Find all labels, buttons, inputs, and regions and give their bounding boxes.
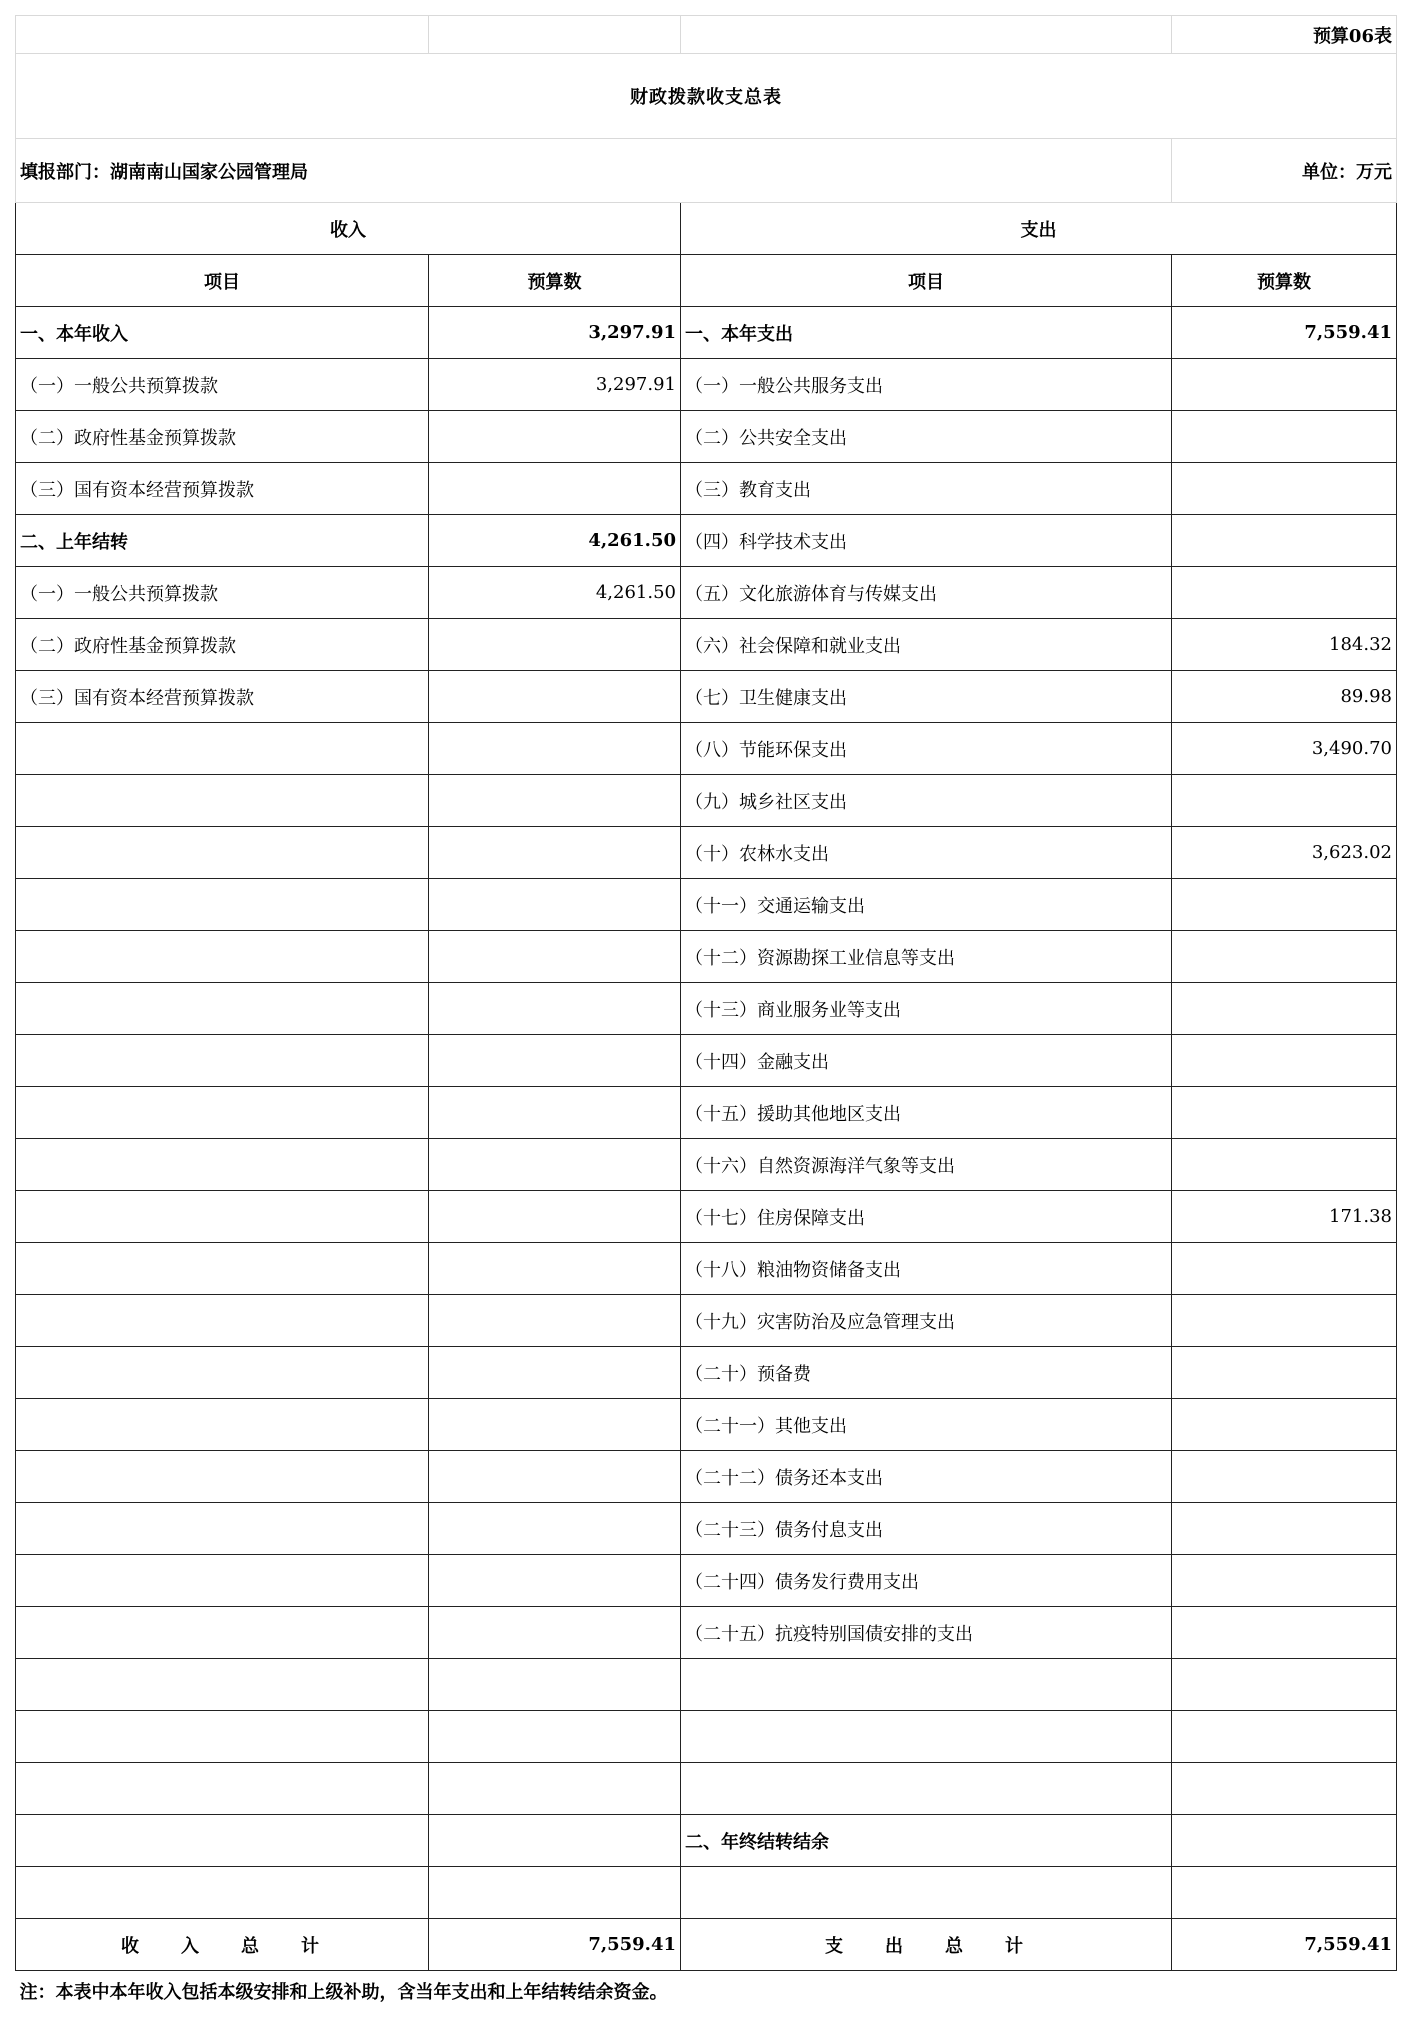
- table-row: [16, 515, 1397, 567]
- income-item-cell: [16, 983, 429, 1035]
- income-amount-cell: [429, 1347, 681, 1399]
- expense-amount-cell: [1172, 879, 1397, 931]
- totals-row: [16, 1919, 1397, 1971]
- expense-item-cell: （四）科学技术支出: [681, 515, 1172, 567]
- table-row: [16, 1295, 1397, 1347]
- expense-header: 支出: [681, 203, 1397, 255]
- income-amount-cell: [429, 1399, 681, 1451]
- income-amount-cell: [429, 1815, 681, 1867]
- expense-amount-cell: [1172, 411, 1397, 463]
- expense-item-cell: （一）一般公共服务支出: [681, 359, 1172, 411]
- table-row: [16, 1503, 1397, 1555]
- income-amount-cell: [429, 1711, 681, 1763]
- income-amount-cell: [429, 1035, 681, 1087]
- income-amount-cell: [429, 671, 681, 723]
- table-row: [16, 1139, 1397, 1191]
- income-item-cell: （三）国有资本经营预算拨款: [16, 671, 429, 723]
- expense-total-label: 支出总计: [681, 1919, 1172, 1971]
- income-amount-cell: [429, 1607, 681, 1659]
- expense-item-cell: （二十二）债务还本支出: [681, 1451, 1172, 1503]
- expense-item-cell: （十七）住房保障支出: [681, 1191, 1172, 1243]
- income-amount-cell: [429, 1139, 681, 1191]
- income-amount-cell: [429, 827, 681, 879]
- income-amount-cell: [429, 1087, 681, 1139]
- expense-amount-header: 预算数: [1172, 255, 1397, 307]
- income-total-value: 7,559.41: [429, 1919, 681, 1971]
- expense-amount-cell: [1172, 931, 1397, 983]
- meta-row: [16, 139, 1397, 203]
- expense-item-cell: （二十三）债务付息支出: [681, 1503, 1172, 1555]
- expense-item-cell: （十六）自然资源海洋气象等支出: [681, 1139, 1172, 1191]
- income-item-cell: [16, 1347, 429, 1399]
- income-item-cell: [16, 1503, 429, 1555]
- income-header: 收入: [16, 203, 681, 255]
- expense-item-cell: （六）社会保障和就业支出: [681, 619, 1172, 671]
- table-row: [16, 983, 1397, 1035]
- income-item-cell: [16, 1451, 429, 1503]
- table-row: [16, 359, 1397, 411]
- form-code-row: [16, 16, 1397, 54]
- table-row: [16, 1087, 1397, 1139]
- income-amount-cell: [429, 1503, 681, 1555]
- income-amount-cell: [429, 1867, 681, 1919]
- income-amount-cell: [429, 1191, 681, 1243]
- expense-amount-cell: [1172, 1711, 1397, 1763]
- table-row: [16, 1867, 1397, 1919]
- expense-item-header: 项目: [681, 255, 1172, 307]
- table-row: [16, 931, 1397, 983]
- expense-item-cell: （七）卫生健康支出: [681, 671, 1172, 723]
- income-item-cell: 一、本年收入: [16, 307, 429, 359]
- expense-amount-cell: [1172, 1867, 1397, 1919]
- income-amount-cell: [429, 1763, 681, 1815]
- expense-item-cell: （九）城乡社区支出: [681, 775, 1172, 827]
- income-amount-cell: [429, 619, 681, 671]
- table-row: [16, 1659, 1397, 1711]
- income-item-cell: [16, 879, 429, 931]
- table-row: [16, 775, 1397, 827]
- income-item-cell: [16, 1815, 429, 1867]
- expense-item-cell: [681, 1659, 1172, 1711]
- income-item-cell: [16, 1711, 429, 1763]
- income-amount-cell: [429, 411, 681, 463]
- expense-amount-cell: [1172, 1503, 1397, 1555]
- income-amount-cell: [429, 1295, 681, 1347]
- expense-amount-cell: [1172, 359, 1397, 411]
- expense-item-cell: （十九）灾害防治及应急管理支出: [681, 1295, 1172, 1347]
- income-item-cell: （二）政府性基金预算拨款: [16, 411, 429, 463]
- expense-item-cell: （十二）资源勘探工业信息等支出: [681, 931, 1172, 983]
- income-item-cell: [16, 1607, 429, 1659]
- income-amount-cell: 4,261.50: [429, 515, 681, 567]
- income-amount-cell: [429, 1555, 681, 1607]
- table-row: [16, 1191, 1397, 1243]
- income-item-cell: （一）一般公共预算拨款: [16, 359, 429, 411]
- form-code: 预算06表: [1172, 16, 1397, 54]
- income-item-cell: [16, 931, 429, 983]
- expense-amount-cell: [1172, 1399, 1397, 1451]
- expense-amount-cell: [1172, 1763, 1397, 1815]
- table-row: [16, 879, 1397, 931]
- income-item-cell: （二）政府性基金预算拨款: [16, 619, 429, 671]
- expense-item-cell: （十三）商业服务业等支出: [681, 983, 1172, 1035]
- expense-amount-cell: 89.98: [1172, 671, 1397, 723]
- income-item-cell: [16, 827, 429, 879]
- expense-item-cell: （二）公共安全支出: [681, 411, 1172, 463]
- note-row: [16, 1971, 1397, 2011]
- income-item-cell: [16, 1191, 429, 1243]
- table-row: [16, 463, 1397, 515]
- section-header-row: [16, 203, 1397, 255]
- expense-total-value: 7,559.41: [1172, 1919, 1397, 1971]
- income-item-cell: [16, 1139, 429, 1191]
- income-amount-cell: [429, 1451, 681, 1503]
- table-row: [16, 1399, 1397, 1451]
- expense-item-cell: [681, 1763, 1172, 1815]
- expense-item-cell: （二十五）抗疫特别国债安排的支出: [681, 1607, 1172, 1659]
- income-amount-cell: 3,297.91: [429, 307, 681, 359]
- table-row: [16, 1035, 1397, 1087]
- table-row: [16, 1555, 1397, 1607]
- income-item-header: 项目: [16, 255, 429, 307]
- expense-amount-cell: [1172, 1607, 1397, 1659]
- expense-amount-cell: [1172, 1451, 1397, 1503]
- income-amount-cell: [429, 775, 681, 827]
- table-row: [16, 671, 1397, 723]
- budget-table: [15, 15, 1397, 2011]
- table-row: [16, 411, 1397, 463]
- income-item-cell: （一）一般公共预算拨款: [16, 567, 429, 619]
- expense-item-cell: （十一）交通运输支出: [681, 879, 1172, 931]
- table-row: [16, 1763, 1397, 1815]
- expense-amount-cell: [1172, 1243, 1397, 1295]
- expense-item-cell: （十五）援助其他地区支出: [681, 1087, 1172, 1139]
- column-header-row: [16, 255, 1397, 307]
- table-row: [16, 567, 1397, 619]
- income-item-cell: [16, 1243, 429, 1295]
- table-row: [16, 827, 1397, 879]
- expense-amount-cell: [1172, 1815, 1397, 1867]
- title-row: [16, 54, 1397, 139]
- expense-item-cell: （二十一）其他支出: [681, 1399, 1172, 1451]
- expense-amount-cell: 184.32: [1172, 619, 1397, 671]
- income-item-cell: [16, 1763, 429, 1815]
- income-item-cell: [16, 1399, 429, 1451]
- expense-amount-cell: [1172, 1555, 1397, 1607]
- expense-item-cell: 二、年终结转结余: [681, 1815, 1172, 1867]
- footnote: 注：本表中本年收入包括本级安排和上级补助，含当年支出和上年结转结余资金。: [19, 1981, 668, 2003]
- table-row: [16, 723, 1397, 775]
- expense-item-cell: （五）文化旅游体育与传媒支出: [681, 567, 1172, 619]
- expense-amount-cell: [1172, 1087, 1397, 1139]
- expense-item-cell: （八）节能环保支出: [681, 723, 1172, 775]
- income-item-cell: [16, 775, 429, 827]
- expense-amount-cell: [1172, 1295, 1397, 1347]
- unit-label: 单位：万元: [1172, 139, 1397, 203]
- table-row: [16, 1815, 1397, 1867]
- income-amount-cell: [429, 879, 681, 931]
- expense-amount-cell: 3,623.02: [1172, 827, 1397, 879]
- income-item-cell: [16, 1295, 429, 1347]
- expense-item-cell: （二十四）债务发行费用支出: [681, 1555, 1172, 1607]
- expense-amount-cell: 7,559.41: [1172, 307, 1397, 359]
- income-item-cell: [16, 1659, 429, 1711]
- table-row: [16, 1347, 1397, 1399]
- expense-item-cell: 一、本年支出: [681, 307, 1172, 359]
- income-item-cell: 二、上年结转: [16, 515, 429, 567]
- expense-amount-cell: [1172, 983, 1397, 1035]
- page-title: 财政拨款收支总表: [16, 54, 1397, 139]
- table-row: [16, 1711, 1397, 1763]
- income-amount-cell: 3,297.91: [429, 359, 681, 411]
- income-amount-cell: [429, 1659, 681, 1711]
- income-item-cell: [16, 1555, 429, 1607]
- income-item-cell: [16, 1867, 429, 1919]
- expense-amount-cell: [1172, 1347, 1397, 1399]
- expense-amount-cell: [1172, 515, 1397, 567]
- expense-item-cell: （三）教育支出: [681, 463, 1172, 515]
- income-amount-cell: [429, 723, 681, 775]
- expense-item-cell: （二十）预备费: [681, 1347, 1172, 1399]
- expense-item-cell: （十四）金融支出: [681, 1035, 1172, 1087]
- table-row: [16, 1243, 1397, 1295]
- income-amount-cell: [429, 931, 681, 983]
- expense-amount-cell: [1172, 463, 1397, 515]
- income-amount-header: 预算数: [429, 255, 681, 307]
- income-item-cell: （三）国有资本经营预算拨款: [16, 463, 429, 515]
- expense-item-cell: （十）农林水支出: [681, 827, 1172, 879]
- income-item-cell: [16, 1087, 429, 1139]
- expense-amount-cell: 3,490.70: [1172, 723, 1397, 775]
- expense-amount-cell: [1172, 775, 1397, 827]
- expense-amount-cell: [1172, 1139, 1397, 1191]
- table-row: [16, 1451, 1397, 1503]
- table-row: [16, 619, 1397, 671]
- expense-item-cell: [681, 1867, 1172, 1919]
- table-row: [16, 307, 1397, 359]
- expense-item-cell: [681, 1711, 1172, 1763]
- expense-amount-cell: 171.38: [1172, 1191, 1397, 1243]
- expense-item-cell: （十八）粮油物资储备支出: [681, 1243, 1172, 1295]
- expense-amount-cell: [1172, 1659, 1397, 1711]
- income-amount-cell: [429, 983, 681, 1035]
- expense-amount-cell: [1172, 567, 1397, 619]
- income-item-cell: [16, 1035, 429, 1087]
- income-amount-cell: [429, 1243, 681, 1295]
- income-total-label: 收入总计: [16, 1919, 429, 1971]
- income-amount-cell: 4,261.50: [429, 567, 681, 619]
- table-row: [16, 1607, 1397, 1659]
- budget-sheet: [15, 15, 1396, 2011]
- income-amount-cell: [429, 463, 681, 515]
- expense-amount-cell: [1172, 1035, 1397, 1087]
- income-item-cell: [16, 723, 429, 775]
- department-label: 填报部门：湖南南山国家公园管理局: [16, 139, 1172, 203]
